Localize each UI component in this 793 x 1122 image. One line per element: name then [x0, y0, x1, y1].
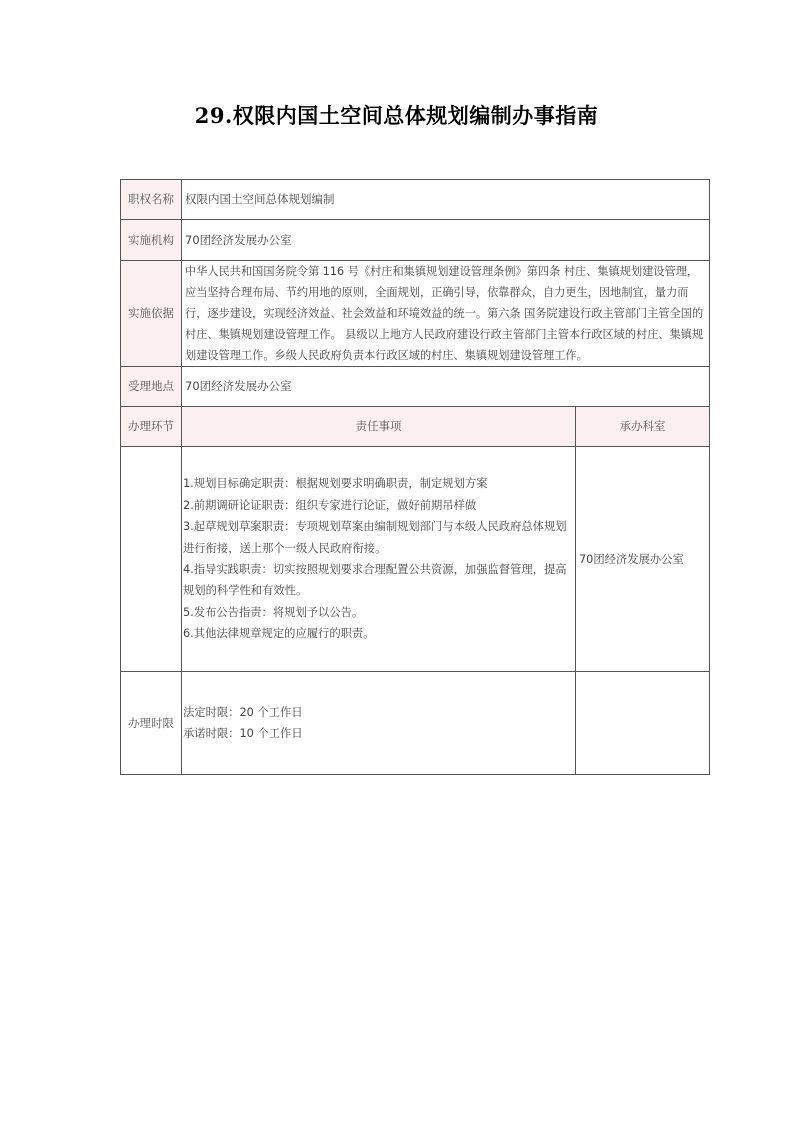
basis-value: 中华人民共和国国务院令第 116 号《村庄和集镇规划建设管理条例》第四条 村庄、集镇规划建设管理，应当坚持合理布局、节约用地的原则，全面规划，正确引导，依靠群众，自力更生，因地制宜，量力而行，逐步建设，实现经济效益、社会效益和环境效益的统一。第六条 国务院建设行政主管部门主管全国的村庄、集镇规划建设管理工作。 县级以上地方人民政府建设行政主管部门主管本行政区域的村庄、集镇规划建设管理工作。乡级人民政府负责本行政区域的村庄、集镇规划建设管理工作。 [182, 261, 710, 367]
time-limit-label: 办理时限 [121, 672, 182, 775]
dept-value: 70团经济发展办公室 [576, 447, 710, 672]
place-value: 70团经济发展办公室 [182, 367, 710, 407]
place-label: 受理地点 [121, 367, 182, 407]
guide-table [120, 179, 710, 775]
process-label: 办理环节 [121, 407, 182, 447]
duty-item: 3.起草规划草案职责：专项规划草案由编制规划部门与本级人民政府总体规划进行衔接，送上那个一级人民政府衔接。 [183, 520, 567, 555]
basis-label: 实施依据 [121, 261, 182, 367]
dept-column-header: 承办科室 [576, 407, 710, 447]
duty-item: 1.规划目标确定职责：根据规划要求明确职责，制定规划方案 [183, 477, 488, 491]
page-title: 29.权限内国土空间总体规划编制办事指南 [194, 103, 599, 128]
duty-item: 4.指导实践职责：切实按照规划要求合理配置公共资源，加强监督管理，提高规划的科学性和有效性。 [183, 563, 567, 598]
time-limit-dept-empty [576, 672, 710, 775]
row-agency [121, 220, 710, 261]
duties-label-empty [121, 447, 182, 672]
duty-column-header: 责任事项 [182, 407, 576, 447]
row-place [121, 367, 710, 407]
promised-time-limit: 承诺时限：10 个工作日 [183, 727, 303, 740]
row-duties [121, 447, 710, 672]
row-time-limit [121, 672, 710, 775]
legal-time-limit: 法定时限：20 个工作日 [183, 705, 303, 719]
duties-cell [182, 447, 576, 672]
row-process-header [121, 407, 710, 447]
row-authority-name [121, 180, 710, 220]
duty-item: 5.发布公告指责：将规划予以公告。 [183, 605, 364, 619]
authority-name-value: 权限内国土空间总体规划编制 [182, 180, 710, 220]
duty-item: 2.前期调研论证职责：组织专家进行论证，做好前期吊样做 [183, 498, 477, 512]
agency-label: 实施机构 [121, 220, 182, 261]
row-basis [121, 261, 710, 367]
authority-name-label: 职权名称 [121, 180, 182, 220]
time-limit-cell [182, 672, 576, 775]
agency-value: 70团经济发展办公室 [182, 220, 710, 261]
duty-item: 6.其他法律规章规定的应履行的职责。 [183, 627, 375, 641]
